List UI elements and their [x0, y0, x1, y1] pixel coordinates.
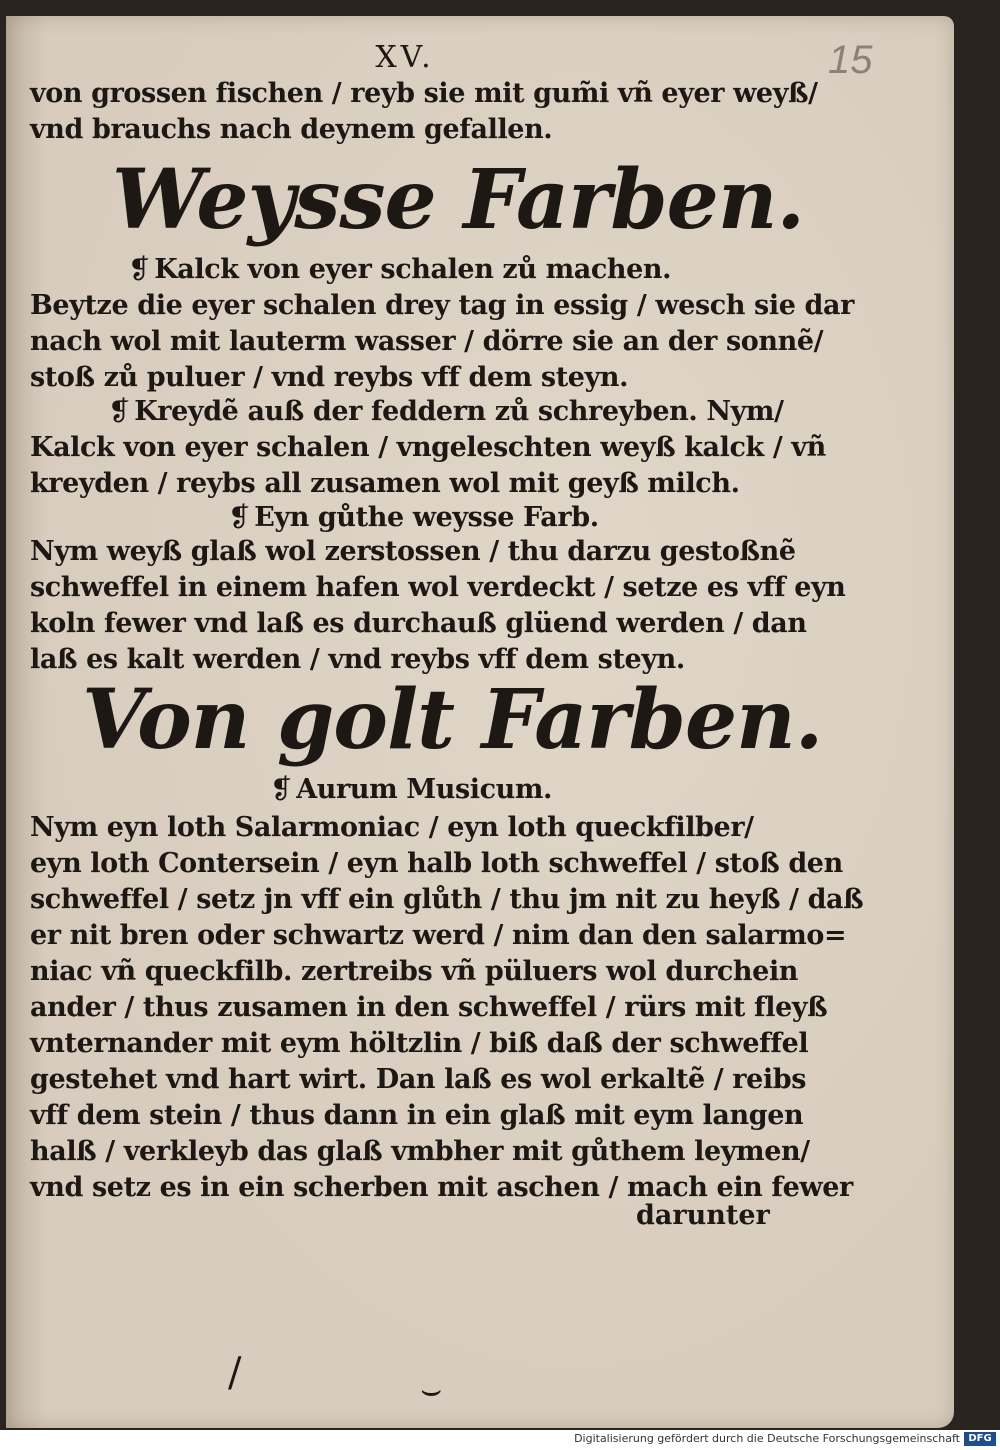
text-line: laß es kalt werden / vnd reybs vff dem steyn.	[30, 644, 685, 675]
text-line: niac vñ queckfilb. zertreibs vñ püluers wol durchein	[30, 956, 799, 987]
dfg-logo-icon: DFG	[964, 1432, 996, 1446]
recipe-title-text: Eyn gůthe weysse Farb.	[254, 502, 599, 533]
text-line: eyn loth Contersein / eyn halb loth schweffel / stoß den	[30, 848, 843, 879]
recipe-title-text: Kalck von eyer schalen zů machen.	[154, 254, 672, 285]
text-line: nach wol mit lauterm wasser / dörre sie an der sonnẽ/	[30, 326, 824, 357]
recipe-title	[108, 396, 784, 427]
recipe-title	[228, 502, 599, 533]
text-line: koln fewer vnd laß es durchauß glüend werden / dan	[30, 608, 807, 639]
pilcrow-icon: ❡	[108, 396, 131, 427]
text-line: Kalck von eyer schalen / vngeleschten weyß kalck / vñ	[30, 432, 826, 463]
text-line: stoß zů puluer / vnd reybs vff dem steyn.	[30, 362, 629, 393]
recipe-title	[270, 774, 552, 805]
text-line: gestehet vnd hart wirt. Dan laß es wol erkaltẽ / reibs	[30, 1064, 807, 1095]
text-line: schweffel / setz jn vff ein glůth / thu jm nit zu heyß / daß	[30, 884, 864, 915]
text-line: kreyden / reybs all zusamen wol mit geyß milch.	[30, 468, 740, 499]
text-line: er nit bren oder schwartz werd / nim dan den salarmo=	[30, 920, 847, 951]
ink-mark: /	[228, 1350, 242, 1396]
text-line: Nym weyß glaß wol zerstossen / thu darzu gestoßnẽ	[30, 536, 796, 567]
ink-mark: ⌣	[420, 1370, 443, 1410]
text-line: vnd setz es in ein scherben mit aschen / mach ein fewer	[30, 1172, 853, 1203]
recipe-title-text: Kreydẽ auß der feddern zů schreyben. Nym/	[134, 396, 784, 427]
pilcrow-icon: ❡	[128, 254, 151, 285]
catchword: darunter	[636, 1200, 770, 1231]
text-line: ander / thus zusamen in den schweffel / rürs mit fleyß	[30, 992, 828, 1023]
text-line: halß / verkleyb das glaß vmbher mit gůthem leymen/	[30, 1136, 810, 1167]
text-line: Nym eyn loth Salarmoniac / eyn loth queckfilber/	[30, 812, 754, 843]
folio-number: 15	[828, 38, 873, 82]
pilcrow-icon: ❡	[270, 774, 293, 805]
recipe-title-text: Aurum Musicum.	[296, 774, 553, 805]
footer-credit: Digitalisierung gefördert durch die Deutsche Forschungsgemeinschaft	[574, 1432, 960, 1445]
section-heading: Von golt Farben.	[82, 672, 823, 768]
recipe-title	[128, 254, 671, 285]
text-line: von grossen fischen / reyb sie mit gum̃i vñ eyer weyß/	[30, 78, 818, 109]
text-line: vnd brauchs nach deynem gefallen.	[30, 114, 553, 145]
page-signature: XV.	[375, 40, 435, 75]
pilcrow-icon: ❡	[228, 502, 251, 533]
text-line: vff dem stein / thus dann in ein glaß mit eym langen	[30, 1100, 804, 1131]
text-line: Beytze die eyer schalen drey tag in essig / wesch sie dar	[30, 290, 854, 321]
text-line: schweffel in einem hafen wol verdeckt / setze es vff eyn	[30, 572, 846, 603]
text-line: vnternander mit eym höltzlin / biß daß der schweffel	[30, 1028, 809, 1059]
section-heading: Weysse Farben.	[112, 152, 805, 248]
footer-bar	[0, 1430, 1000, 1450]
